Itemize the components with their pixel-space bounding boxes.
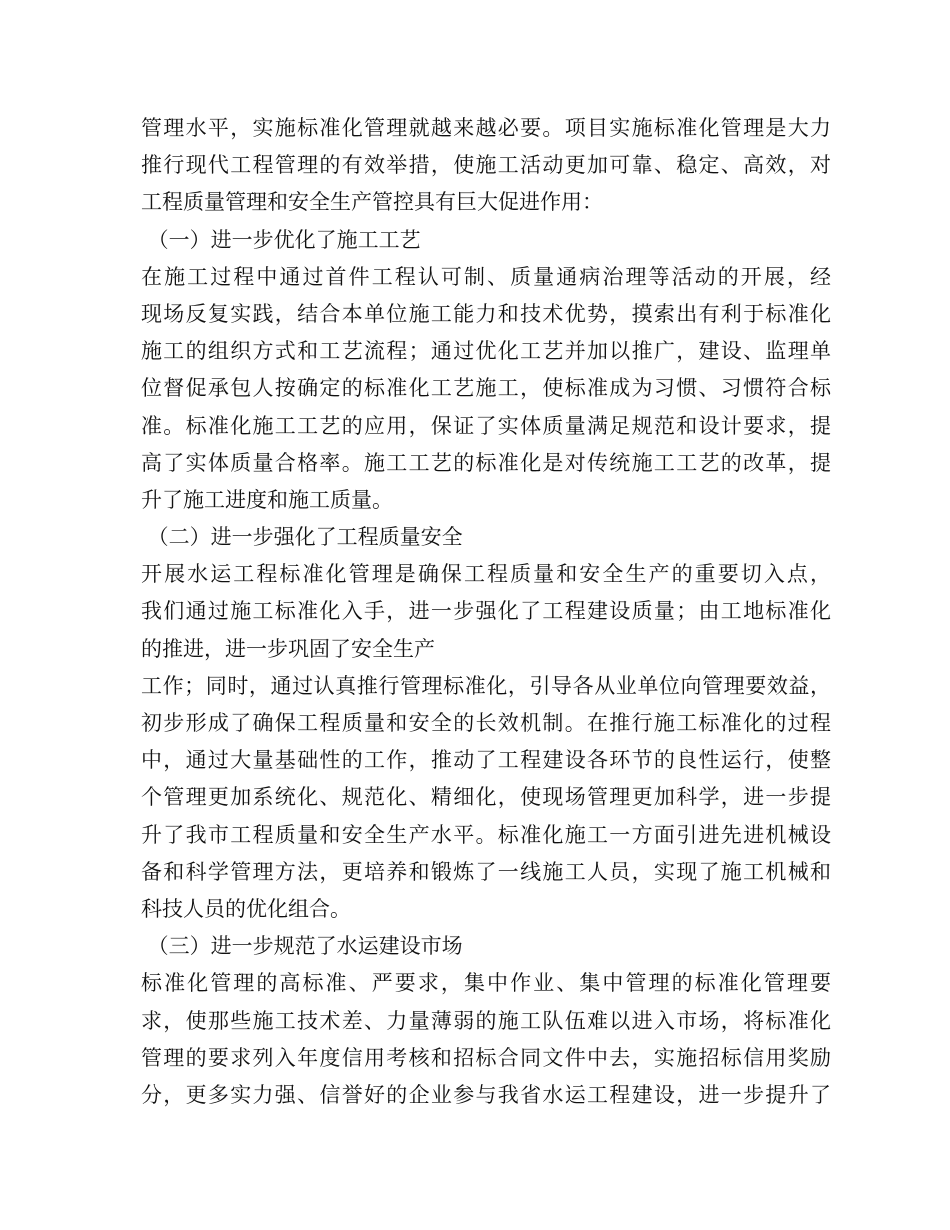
text-line: 分，更多实力强、信誉好的企业参与我省水运工程建设，进一步提升了 xyxy=(141,1082,831,1107)
text-line: 高了实体质量合格率。施工工艺的标准化是对传统施工工艺的改革，提 xyxy=(141,450,831,475)
text-line: 个管理更加系统化、规范化、精细化，使现场管理更加科学，进一步提 xyxy=(141,785,831,810)
text-line: 升了我市工程质量和安全生产水平。标准化施工一方面引进先进机械设 xyxy=(141,822,831,847)
text-line: 施工的组织方式和工艺流程；通过优化工艺并加以推广，建设、监理单 xyxy=(141,339,831,364)
text-line: 中，通过大量基础性的工作，推动了工程建设各环节的良性运行，使整 xyxy=(141,748,831,773)
text-line: 初步形成了确保工程质量和安全的长效机制。在推行施工标准化的过程 xyxy=(141,711,831,735)
text-line: （三）进一步规范了水运建设市场 xyxy=(141,934,463,959)
text-line: （一）进一步优化了施工工艺 xyxy=(141,227,421,252)
text-line: （二）进一步强化了工程质量安全 xyxy=(141,525,463,550)
document-body xyxy=(141,110,831,1114)
text-line: 位督促承包人按确定的标准化工艺施工，使标准成为习惯、习惯符合标 xyxy=(141,376,831,401)
text-line: 管理水平，实施标准化管理就越来越必要。项目实施标准化管理是大力 xyxy=(141,116,831,140)
text-line: 科技人员的优化组合。 xyxy=(141,896,351,921)
text-line: 工作；同时，通过认真推行管理标准化，引导各从业单位向管理要效益， xyxy=(141,673,831,698)
text-line: 现场反复实践，结合本单位施工能力和技术优势，摸索出有利于标准化 xyxy=(141,301,831,326)
text-line: 推行现代工程管理的有效举措，使施工活动更加可靠、稳定、高效，对 xyxy=(141,153,831,178)
text-line: 的推进，进一步巩固了安全生产 xyxy=(141,636,435,661)
text-line: 工程质量管理和安全生产管控具有巨大促进作用： xyxy=(141,190,603,215)
text-line: 管理的要求列入年度信用考核和招标合同文件中去，实施招标信用奖励 xyxy=(141,1045,831,1070)
text-line: 标准化管理的高标准、严要求，集中作业、集中管理的标准化管理要 xyxy=(141,971,831,996)
text-line: 备和科学管理方法，更培养和锻炼了一线施工人员，实现了施工机械和 xyxy=(141,859,831,884)
text-line: 在施工过程中通过首件工程认可制、质量通病治理等活动的开展，经 xyxy=(141,264,831,289)
text-line: 升了施工进度和施工质量。 xyxy=(141,487,393,512)
text-line: 求，使那些施工技术差、力量薄弱的施工队伍难以进入市场，将标准化 xyxy=(141,1008,831,1033)
text-line: 准。标准化施工工艺的应用，保证了实体质量满足规范和设计要求，提 xyxy=(141,413,831,438)
text-line: 开展水运工程标准化管理是确保工程质量和安全生产的重要切入点， xyxy=(141,562,831,587)
text-line: 我们通过施工标准化入手，进一步强化了工程建设质量；由工地标准化 xyxy=(141,599,831,624)
